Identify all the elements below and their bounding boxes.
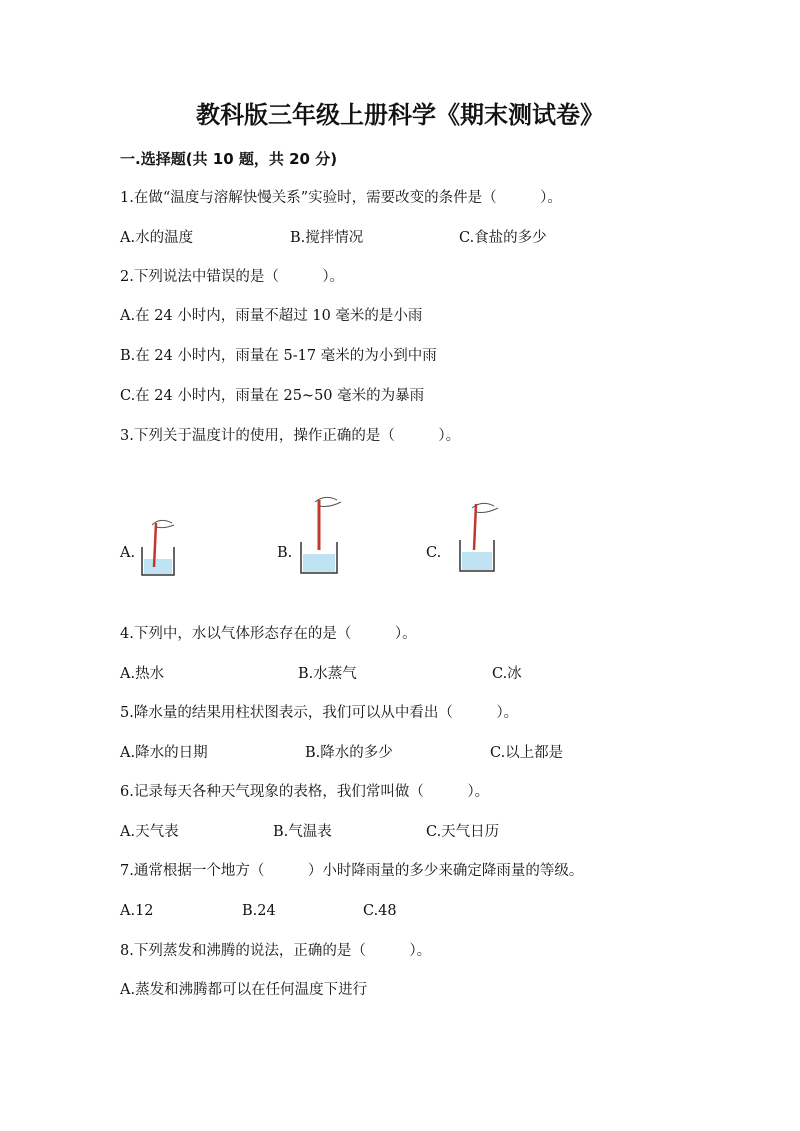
page-title: 教科版三年级上册科学《期末测试卷》 bbox=[196, 100, 604, 129]
q1-option-a[interactable]: A.水的温度 bbox=[120, 230, 194, 246]
section-heading: 一.选择题(共 10 题，共 20 分) bbox=[120, 150, 338, 168]
q6-option-c[interactable]: C.天气日历 bbox=[426, 824, 500, 840]
question-1: 1.在做“温度与溶解快慢关系”实验时，需要改变的条件是（ ）。 bbox=[120, 190, 562, 206]
q2-option-c[interactable]: C.在 24 小时内，雨量在 25~50 毫米的为暴雨 bbox=[120, 388, 425, 404]
beaker-thermometer-c-icon bbox=[454, 492, 508, 576]
q3-option-c[interactable]: C. bbox=[426, 545, 442, 561]
q1-option-c[interactable]: C.食盐的多少 bbox=[459, 230, 547, 246]
q8-option-a[interactable]: A.蒸发和沸腾都可以在任何温度下进行 bbox=[120, 982, 368, 998]
q1-option-b[interactable]: B.搅拌情况 bbox=[290, 230, 364, 246]
q7-option-b[interactable]: B.24 bbox=[242, 903, 276, 919]
q7-option-c[interactable]: C.48 bbox=[363, 903, 397, 919]
question-5: 5.降水量的结果用柱状图表示，我们可以从中看出（ ）。 bbox=[120, 705, 519, 721]
question-2: 2.下列说法中错误的是（ ）。 bbox=[120, 269, 345, 285]
q3-option-b[interactable]: B. bbox=[277, 545, 293, 561]
q4-option-c[interactable]: C.冰 bbox=[492, 666, 522, 682]
question-6: 6.记录每天各种天气现象的表格，我们常叫做（ ）。 bbox=[120, 784, 490, 800]
q6-option-b[interactable]: B.气温表 bbox=[273, 824, 332, 840]
question-8: 8.下列蒸发和沸腾的说法，正确的是（ ）。 bbox=[120, 943, 432, 959]
q7-option-a[interactable]: A.12 bbox=[120, 903, 154, 919]
q2-option-b[interactable]: B.在 24 小时内，雨量在 5-17 毫米的为小到中雨 bbox=[120, 348, 437, 364]
q5-option-a[interactable]: A.降水的日期 bbox=[120, 745, 208, 761]
q3-option-a[interactable]: A. bbox=[120, 545, 136, 561]
question-7: 7.通常根据一个地方（ ）小时降雨量的多少来确定降雨量的等级。 bbox=[120, 863, 584, 879]
question-4: 4.下列中，水以气体形态存在的是（ ）。 bbox=[120, 626, 417, 642]
q4-option-b[interactable]: B.水蒸气 bbox=[298, 666, 357, 682]
beaker-thermometer-a-icon bbox=[138, 515, 188, 579]
q5-option-c[interactable]: C.以上都是 bbox=[490, 745, 564, 761]
q2-option-a[interactable]: A.在 24 小时内，雨量不超过 10 毫米的是小雨 bbox=[120, 308, 423, 324]
q6-option-a[interactable]: A.天气表 bbox=[120, 824, 179, 840]
q5-option-b[interactable]: B.降水的多少 bbox=[305, 745, 393, 761]
q4-option-a[interactable]: A.热水 bbox=[120, 666, 165, 682]
question-3: 3.下列关于温度计的使用，操作正确的是（ ）。 bbox=[120, 428, 461, 444]
beaker-thermometer-b-icon bbox=[297, 492, 351, 576]
